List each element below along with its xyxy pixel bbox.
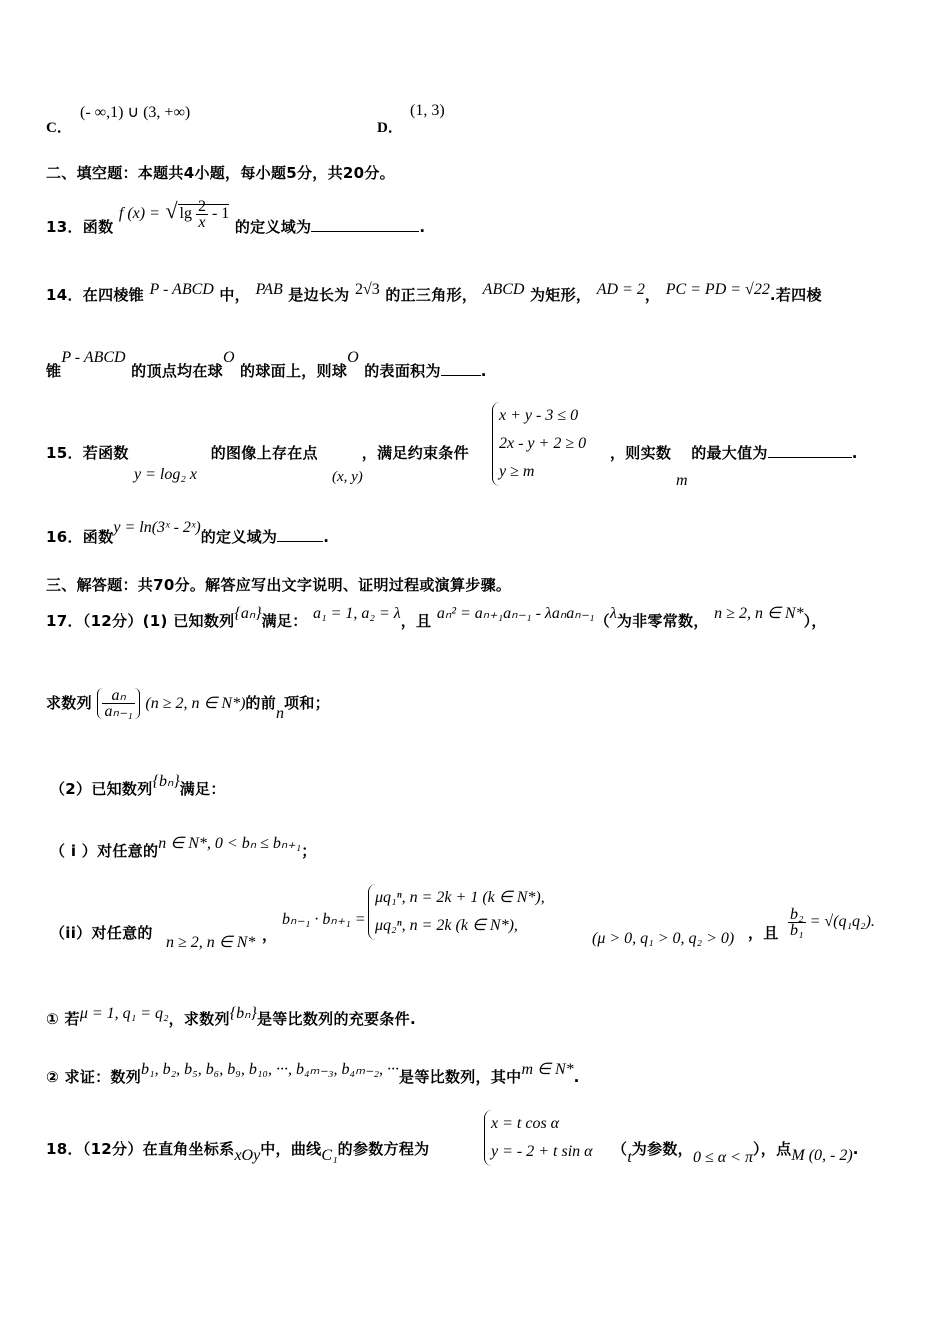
q17-text: （ [594, 612, 610, 630]
q17-text: ② 求证：数列 [46, 1068, 142, 1086]
q18-point-m: M (0, - 2) [791, 1147, 853, 1164]
q14-text: ， [644, 286, 661, 304]
q14-pab: PAB [255, 281, 283, 298]
q17-lambda: λ [609, 605, 617, 622]
q17-number: 17．（12分）(1) 已知数列 [46, 612, 235, 630]
q15-text: ，则实数 [610, 444, 672, 462]
q18-text: （ [612, 1140, 628, 1158]
q17-condition-i [50, 832, 317, 860]
parametric-brace [484, 1110, 593, 1166]
question-15 [46, 442, 469, 463]
q14-text: 的顶点均在球 [131, 362, 223, 380]
q18-param-t: t [627, 1149, 632, 1166]
q14-text: .若四棱 [769, 286, 822, 304]
q17-text: （ i ）对任意的 [50, 842, 159, 860]
q14-sphere-o: O [347, 349, 359, 366]
q15-tail: ，则实数 的最大值为 . [610, 444, 858, 462]
q17-text: 项和； [284, 694, 330, 712]
q17-seq-a: {aₙ} [234, 605, 262, 622]
q14-text: 的表面积为 [364, 362, 441, 380]
ratio-den: b₁ [790, 922, 804, 939]
q17-text: 是等比数列的充要条件. [256, 1010, 416, 1028]
q17-cond-i-math: n ∈ N*, 0 < bₙ ≤ bₙ₊₁ [158, 835, 302, 852]
q14-number: 14．在四棱锥 [46, 286, 144, 304]
q14-ad: AD = 2 [596, 281, 645, 298]
q17-cond-ii-lhs: bₙ₋₁ · bₙ₊₁ = [282, 911, 366, 928]
q16-function: y = ln(3ˣ - 2ˣ) [113, 519, 201, 536]
q17-text: 是等比数列，其中 [399, 1068, 522, 1086]
q14-text: 的正三角形， [385, 286, 478, 304]
q14-text: 中， [219, 286, 250, 304]
q18-text: 中，曲线 [260, 1140, 322, 1158]
sqrt-sign: √ [165, 198, 178, 223]
q14-side-length: 2√3 [355, 281, 380, 298]
q17-ratio [788, 907, 875, 938]
q14-text: 为矩形， [529, 286, 592, 304]
q17-text: （ii）对任意的 [50, 924, 153, 942]
q17-cond-ii-range: n ≥ 2, n ∈ N* [166, 934, 256, 951]
section-heading-solutions: 三、解答题：共70分。解答应写出文字说明、证明过程或演算步骤。 [46, 576, 512, 594]
q17-text: （2）已知数列 [50, 780, 153, 798]
piecewise-case-1: μq₁ⁿ, n = 2k + 1 (k ∈ N*), [375, 889, 545, 906]
q15-answer-blank[interactable] [768, 443, 852, 458]
q17-fraction [102, 688, 134, 719]
q13-frac-den: x [198, 213, 206, 231]
q17-seq-b: {bₙ} [152, 773, 180, 790]
q13-minus-one: - 1 [211, 205, 230, 222]
q13-fraction [196, 199, 208, 230]
question-14-line2: 锥P - ABCD 的顶点均在球O 的球面上，则球O 的表面积为 . [46, 349, 487, 380]
q14-pyramid: P - ABCD [149, 281, 214, 298]
q15-text: 的图像上存在点 [210, 444, 318, 462]
q14-text: 锥 [46, 362, 62, 380]
q17-part2 [50, 770, 226, 798]
q17-text: ，且 [748, 924, 779, 942]
q17-condition-ii [50, 922, 153, 943]
q17-text: 满足： [179, 780, 226, 798]
question-16: 16．函数y = ln(3ˣ - 2ˣ)的定义域为 . [46, 519, 330, 546]
q17-piecewise [368, 884, 545, 940]
question-18 [46, 1138, 430, 1164]
q15-point: (x, y) [332, 469, 363, 485]
q17-c1-math: μ = 1, q₁ = q₂ [79, 1005, 169, 1022]
parametric-eq-x: x = t cos α [491, 1115, 560, 1132]
option-c-math: (- ∞,1) ∪ (3, +∞) [80, 104, 191, 121]
q15-number: 15．若函数 [46, 444, 129, 462]
q15-constraint-system [492, 402, 586, 486]
q16-number: 16．函数 [46, 528, 114, 546]
q17-ratio-rhs: = √(q₁q₂) [809, 913, 871, 931]
q17-text: 的前 [245, 694, 277, 712]
constraint-brace [492, 402, 586, 486]
q14-text: 是边长为 [288, 286, 350, 304]
q17-seq-b: {bₙ} [229, 1005, 257, 1022]
q17-subquestion-2 [46, 1058, 580, 1086]
option-c-label: C． [46, 120, 72, 136]
option-d-label: D． [377, 120, 403, 136]
q17-ratio-fraction [788, 907, 806, 938]
q18-text: . [852, 1140, 859, 1158]
q14-pc-pd: PC = PD = √22 [665, 281, 770, 298]
q18-xoy: xOy [234, 1147, 261, 1164]
q16-answer-blank[interactable] [277, 527, 323, 542]
q13-tail: 的定义域为 [234, 218, 312, 236]
q17-text: ）， [803, 612, 827, 630]
q18-curve-c1: C₁ [321, 1147, 338, 1164]
q17-condition: n ≥ 2, n ∈ N* [714, 605, 804, 622]
q17-params: (μ > 0, q₁ > 0, q₂ > 0) [592, 930, 735, 947]
q13-number: 13．函数 [46, 218, 114, 236]
q17-text: 满足： [261, 612, 308, 630]
q13-answer-blank[interactable] [311, 217, 419, 232]
q13-frac-num: 2 [197, 197, 206, 215]
q17-frac-den: aₙ₋₁ [104, 703, 133, 720]
q17-c2-sequence: b₁, b₂, b₅, b₆, b₉, b₁₀, ···, b₄ₘ₋₃, b₄ₘ₋₂, ··· [141, 1061, 400, 1078]
q13-lg: lg [179, 205, 192, 222]
q18-alpha-range: 0 ≤ α < π [692, 1149, 753, 1166]
q14-sphere-o: O [222, 349, 235, 366]
question-14-line1 [46, 278, 822, 304]
q14-pyramid: P - ABCD [61, 349, 126, 366]
q15-text: 的最大值为 [691, 444, 768, 462]
q15-function: y = log₂ x [134, 466, 198, 483]
q15-text: ，满足约束条件 [361, 444, 469, 462]
q17-recurrence: aₙ² = aₙ₊₁aₙ₋₁ - λaₙaₙ₋₁ [436, 605, 595, 622]
q15-m: m [676, 472, 688, 489]
q14-abcd: ABCD [482, 281, 525, 298]
question-17-line2 [46, 687, 330, 722]
constraint-1: x + y - 3 ≤ 0 [499, 407, 579, 424]
q17-c2-cond: m ∈ N* [521, 1061, 574, 1078]
q18-text: 为参数， [631, 1140, 693, 1158]
q13-radicand [178, 197, 230, 231]
q17-text: ① 若 [46, 1010, 80, 1028]
question-17-line1 [46, 602, 827, 630]
q18-number: 18．（12分）在直角坐标系 [46, 1140, 235, 1158]
q17-text: ，求数列 [168, 1010, 230, 1028]
q17-condition: (n ≥ 2, n ∈ N*) [145, 695, 246, 712]
q18-text: 的参数方程为 [337, 1140, 430, 1158]
q16-text: 的定义域为 [200, 528, 278, 546]
q17-text: . [573, 1068, 580, 1086]
q17-text: . [870, 913, 875, 931]
option-d-math: (1, 3) [410, 102, 445, 119]
section-heading-fill-in: 二、填空题：本题共4小题，每小题5分，共20分。 [46, 164, 395, 182]
q17-text: 求数列 [46, 694, 92, 712]
q18-tail [612, 1138, 859, 1166]
parametric-eq-y: y = - 2 + t sin α [491, 1143, 593, 1160]
piecewise-brace [368, 884, 545, 940]
constraint-2: 2x - y + 2 ≥ 0 [499, 435, 587, 452]
q18-parametric-system [484, 1110, 593, 1166]
constraint-3: y ≥ m [499, 463, 535, 480]
q13-fx: f (x) = [118, 205, 160, 222]
q17-text: ； [301, 842, 317, 860]
q17-n: n [276, 705, 285, 722]
q17-subquestion-1 [46, 1002, 416, 1028]
question-13: 13．函数 f (x) = √ lg $\frac{2}{x}$ - 1 的定义域为 . [46, 197, 426, 236]
q17-seq-ratio [97, 688, 139, 719]
q17-frac-num: aₙ [102, 688, 134, 704]
q17-text: ，且 [400, 612, 432, 630]
q17-initial: a₁ = 1, a₂ = λ [313, 605, 401, 622]
ratio-num: b₂ [790, 906, 804, 923]
q18-text: ），点 [752, 1140, 792, 1158]
piecewise-case-2: μq₂ⁿ, n = 2k (k ∈ N*), [375, 917, 518, 934]
q17-text: 为非零常数， [616, 612, 709, 630]
q17-text: ， [262, 926, 278, 944]
q14-text: 的球面上，则球 [240, 362, 348, 380]
q14-answer-blank[interactable] [441, 361, 481, 376]
